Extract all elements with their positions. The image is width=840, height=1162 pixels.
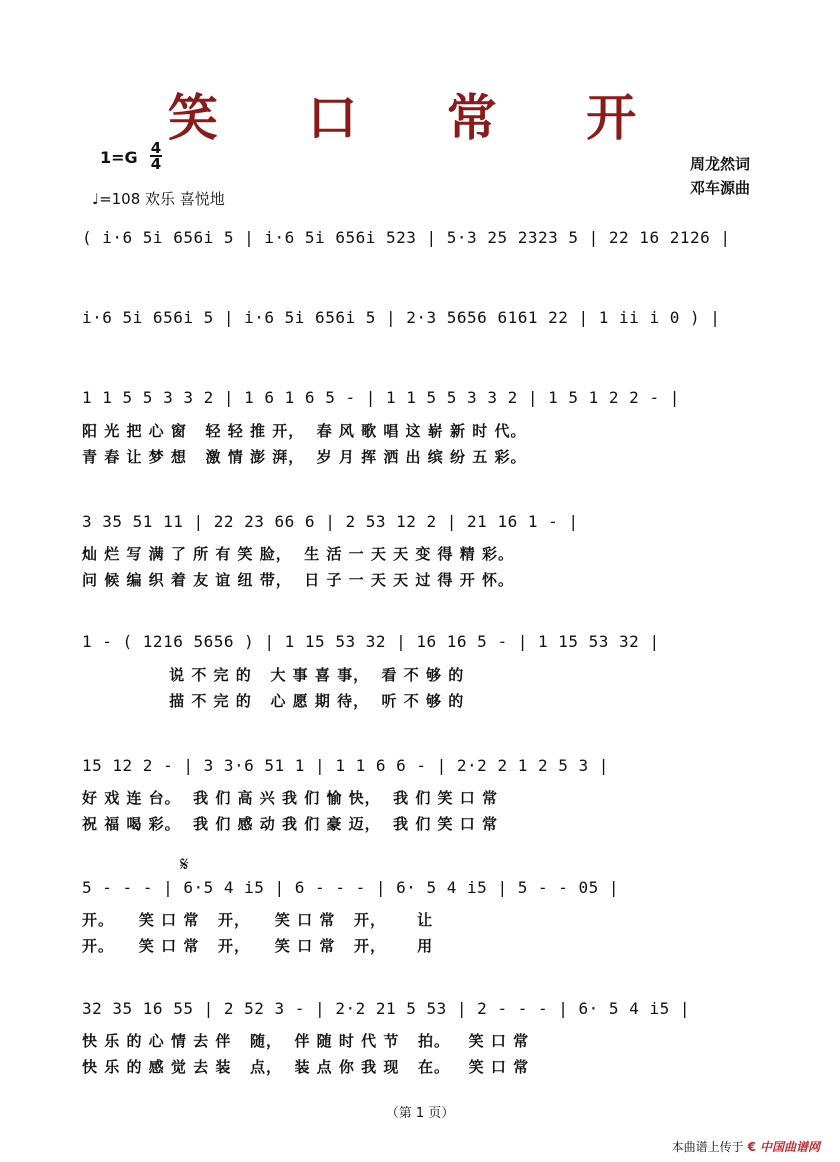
footer-text: 本曲谱上传于	[671, 1140, 744, 1154]
song-title: 笑 口 常 开	[167, 88, 673, 147]
page-number: （第 1 页）	[385, 1106, 455, 1121]
lyric-line-7-verse-1: 开。 笑 口 常 开， 笑 口 常 开， 让	[82, 911, 434, 929]
lyric-line-8-verse-1: 快 乐 的 心 情 去 伴 随， 伴 随 时 代 节 拍。 笑 口 常	[82, 1032, 530, 1050]
notation-line-8: 32 35 16 55 | 2 52 3 - | 2·2 21 5 53 | 2 - - - | 6· 5 4 i5 |	[82, 999, 690, 1018]
lyric-line-3-verse-2: 青 春 让 梦 想 激 情 澎 湃， 岁 月 挥 洒 出 缤 纷 五 彩。	[82, 448, 527, 466]
key-signature: 1=G	[100, 148, 138, 167]
tempo-marking: ♩=108 欢乐 喜悦地	[92, 190, 225, 208]
notation-line-5: 1 - ( 1216 5656 ) | 1 15 53 32 | 16 16 5 - | 1 15 53 32 |	[82, 632, 660, 651]
credits	[690, 152, 750, 200]
meter-bottom: 4	[150, 155, 162, 173]
footer	[672, 1138, 820, 1155]
lyric-line-3-verse-1: 阳 光 把 心 窗 轻 轻 推 开， 春 风 歌 唱 这 崭 新 时 代。	[82, 422, 527, 440]
lyric-line-6-verse-1: 好 戏 连 台。 我 们 高 兴 我 们 愉 快， 我 们 笑 口 常	[82, 789, 499, 807]
site-name[interactable]: 中国曲谱网	[759, 1140, 820, 1154]
lyric-line-4-verse-2: 问 候 编 织 着 友 谊 纽 带， 日 子 一 天 天 过 得 开 怀。	[82, 571, 515, 589]
lyric-line-6-verse-2: 祝 福 喝 彩。 我 们 感 动 我 们 豪 迈， 我 们 笑 口 常	[82, 815, 499, 833]
notation-line-3: 1 1 5 5 3 3 2 | 1 6 1 6 5 - | 1 1 5 5 3 3 2 | 1 5 1 2 2 - |	[82, 388, 680, 407]
time-signature	[150, 141, 162, 171]
site-logo-icon: €	[747, 1139, 756, 1154]
notation-line-6: 15 12 2 - | 3 3·6 51 1 | 1 1 6 6 - | 2·2 2 1 2 5 3 |	[82, 756, 609, 775]
notation-line-7: 5 - - - | 6·5 4 i5 | 6 - - - | 6· 5 4 i5 | 5 - - 05 |	[82, 878, 620, 897]
segno-sign: 𝄋	[180, 852, 189, 876]
lyric-line-7-verse-2: 开。 笑 口 常 开， 笑 口 常 开， 用	[82, 937, 434, 955]
meter-top: 4	[150, 139, 162, 157]
lyric-line-4-verse-1: 灿 烂 写 满 了 所 有 笑 脸， 生 活 一 天 天 变 得 精 彩。	[82, 545, 515, 563]
lyric-line-8-verse-2: 快 乐 的 感 觉 去 装 点， 装 点 你 我 现 在。 笑 口 常	[82, 1058, 530, 1076]
notation-line-4: 3 35 51 11 | 22 23 66 6 | 2 53 12 2 | 21 16 1 - |	[82, 512, 579, 531]
composer-credit: 邓车源曲	[689, 179, 750, 197]
notation-line-2: i·6 5i 656i 5 | i·6 5i 656i 5 | 2·3 5656 6161 22 | 1 ii i 0 ) |	[82, 308, 721, 327]
notation-line-1: ( i·6 5i 656i 5 | i·6 5i 656i 523 | 5·3 25 2323 5 | 22 16 2126 |	[82, 228, 731, 247]
lyricist-credit: 周龙然词	[689, 155, 750, 173]
lyric-line-5-verse-1: 说 不 完 的 大 事 喜 事， 看 不 够 的	[82, 666, 465, 684]
lyric-line-5-verse-2: 描 不 完 的 心 愿 期 待， 听 不 够 的	[82, 692, 465, 710]
